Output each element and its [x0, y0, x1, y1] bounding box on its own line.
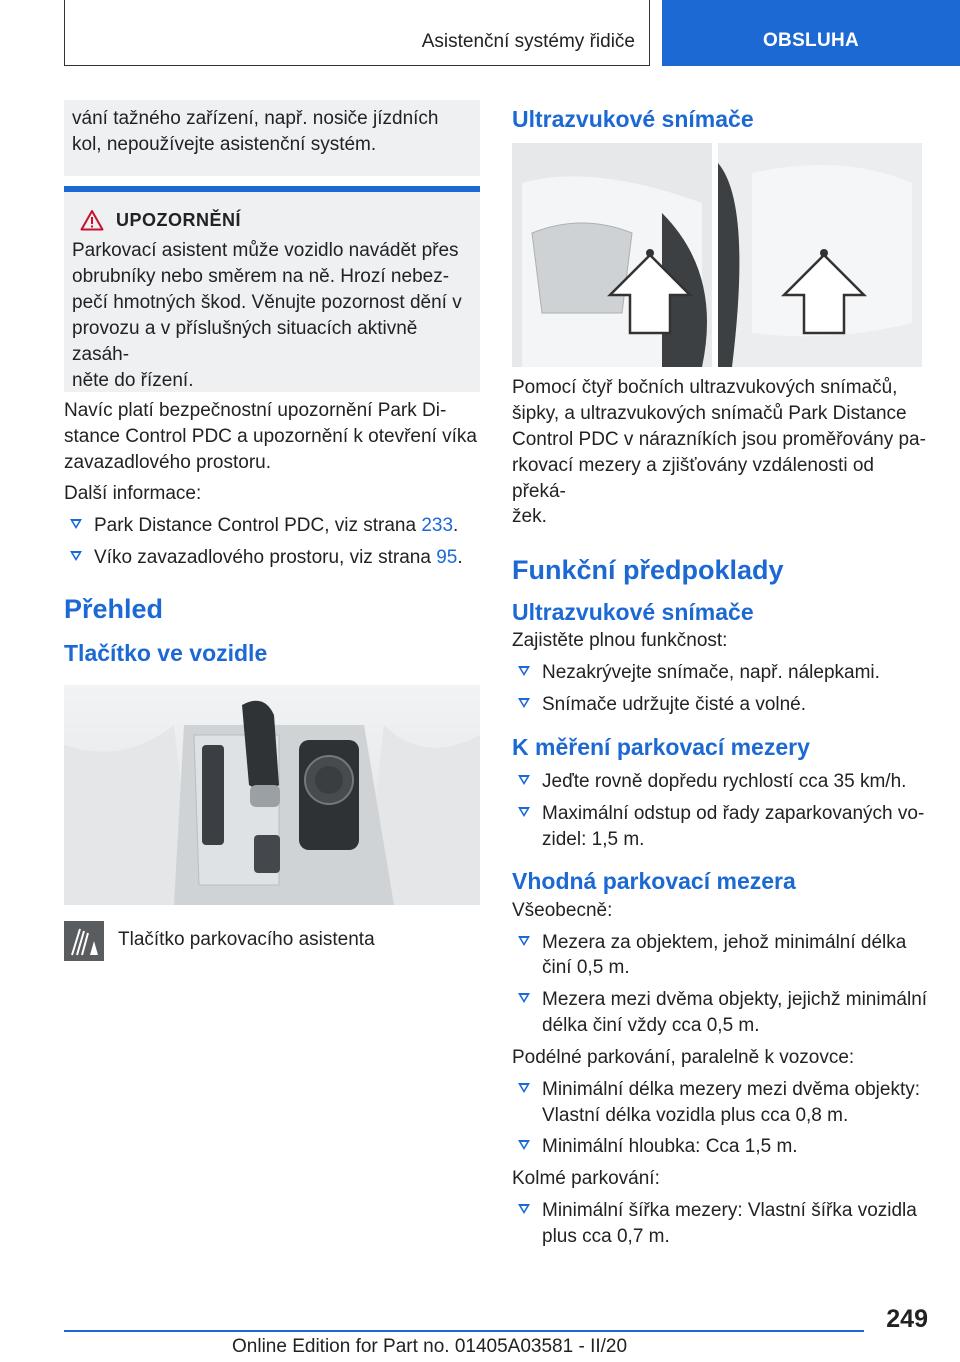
- ensure-list: [512, 660, 932, 718]
- bumper-sensors-illustration: [512, 143, 922, 367]
- continued-box: [64, 100, 480, 176]
- text-line: Pomocí čtyř bočních ultrazvukových snímačů,: [512, 377, 898, 399]
- list-item-text: Minimální šířka mezery: Vlastní šířka vozidla: [542, 1200, 917, 1221]
- console-photo: [64, 685, 480, 905]
- bullet-triangle-icon: [518, 775, 530, 785]
- heading-functional-requirements: Funkční předpoklady: [512, 555, 784, 586]
- text-line: stance Control PDC a upozornění k otevření víka: [64, 425, 477, 447]
- sensor-paragraph: [512, 375, 932, 530]
- warning-line: obrubníky nebo směrem na ně. Hrozí nebez-: [72, 266, 450, 288]
- warning-text: [72, 238, 472, 393]
- list-item: [512, 1077, 932, 1129]
- more-info-label: Další informace:: [64, 483, 202, 505]
- list-item: [512, 930, 932, 982]
- list-item-text: Minimální hloubka: Cca 1,5 m.: [542, 1136, 798, 1158]
- list-item: [64, 545, 480, 571]
- warning-icon: [80, 209, 104, 231]
- bullet-triangle-icon: [70, 551, 82, 561]
- bullet-triangle-icon: [518, 936, 530, 946]
- list-item: [64, 513, 480, 539]
- list-item: [512, 1198, 932, 1250]
- text-line: Navíc platí bezpečnostní upozornění Park Di-: [64, 400, 447, 421]
- right-column: [512, 100, 932, 1256]
- figure-caption: [64, 921, 480, 961]
- parallel-label: Podélné parkování, paralelně k vozovce:: [512, 1046, 855, 1068]
- warning-header: [72, 208, 472, 232]
- park-assist-button-icon: [64, 921, 104, 961]
- more-info-list: [64, 513, 480, 571]
- general-label: Všeobecně:: [512, 899, 613, 921]
- text-line: šipky, a ultrazvukových snímačů Park Distance: [512, 403, 907, 425]
- perpendicular-list: [512, 1198, 932, 1250]
- list-item-text: plus cca 0,7 m.: [542, 1225, 670, 1247]
- list-item-text: zidel: 1,5 m.: [542, 828, 645, 850]
- heading-button-in-vehicle: Tlačítko ve vozidle: [64, 639, 268, 666]
- heading-ultrasonic-sensors-2: Ultrazvukové snímače: [512, 598, 754, 625]
- warning-line: provozu a v příslušných situacích aktivně zasáh-: [72, 317, 418, 365]
- header-tab-obsluha[interactable]: [662, 0, 960, 66]
- warning-line: něte do řízení.: [72, 369, 194, 391]
- header-section-title: Asistenční systémy řidiče: [421, 31, 635, 52]
- caption-text: Tlačítko parkovacího asistenta: [118, 928, 375, 950]
- warning-line: pečí hmotných škod. Věnujte pozornost dění v: [72, 292, 462, 314]
- bullet-triangle-icon: [518, 807, 530, 817]
- list-item-text: Mezera mezi dvěma objekty, jejichž minimální: [542, 989, 928, 1011]
- list-item: [512, 660, 932, 686]
- list-item-text: Víko zavazadlového prostoru, viz strana: [94, 547, 437, 569]
- list-item-text: Jeďte rovně dopředu rychlostí cca 35 km/h.: [542, 770, 907, 792]
- list-item: [512, 769, 932, 795]
- bullet-triangle-icon: [518, 666, 530, 676]
- center-console-illustration: [64, 685, 480, 905]
- heading-prehled: Přehled: [64, 593, 164, 624]
- general-list: [512, 930, 932, 1039]
- text-line: rkovací mezery a zjišťovány vzdálenosti od překá-: [512, 454, 874, 502]
- header-box: [64, 0, 650, 66]
- bullet-triangle-icon: [518, 698, 530, 708]
- parallel-list: [512, 1077, 932, 1160]
- warning-title: UPOZORNĚNÍ: [116, 210, 242, 230]
- list-item-text: Minimální délka mezery mezi dvěma objekty:: [542, 1078, 921, 1100]
- list-item-text: Maximální odstup od řady zaparkovaných vo-: [542, 802, 925, 824]
- page-link-233[interactable]: 233: [421, 515, 454, 537]
- list-item: [512, 987, 932, 1039]
- heading-suitable-space: Vhodná parkovací mezera: [512, 868, 796, 895]
- heading-ultrasonic-sensors: Ultrazvukové snímače: [512, 106, 754, 132]
- list-item: [512, 801, 932, 853]
- list-item-text: činí 0,5 m.: [542, 957, 630, 979]
- ensure-label: Zajistěte plnou funkčnost:: [512, 630, 728, 652]
- text-line: žek.: [512, 506, 547, 528]
- list-item-end: .: [453, 515, 459, 537]
- safety-paragraph: [64, 398, 480, 475]
- warning-line: Parkovací asistent může vozidlo navádět přes: [72, 240, 459, 262]
- list-item-text: Snímače udržujte čisté a volné.: [542, 693, 807, 715]
- bullet-triangle-icon: [518, 1204, 530, 1214]
- footer-divider: [64, 1330, 864, 1332]
- list-item: [512, 692, 932, 718]
- continued-text: vání tažného zařízení, např. nosiče jízdních kol, nepoužívejte asistenční systém.: [72, 108, 439, 155]
- page-number: 249: [886, 1305, 928, 1333]
- list-item-text: Park Distance Control PDC, viz strana: [94, 515, 422, 537]
- list-item-text: Vlastní délka vozidla plus cca 0,8 m.: [542, 1104, 849, 1126]
- heading-measuring-space: K měření parkovací mezery: [512, 733, 810, 760]
- bullet-triangle-icon: [518, 1083, 530, 1093]
- text-line: zavazadlového prostoru.: [64, 451, 272, 473]
- warning-box: [64, 186, 480, 392]
- page-link-95[interactable]: 95: [436, 547, 458, 569]
- list-item-text: Nezakrývejte snímače, např. nálepkami.: [542, 662, 880, 684]
- header-tab-label: OBSLUHA: [762, 30, 860, 52]
- list-item-text: Mezera za objektem, jehož minimální délka: [542, 931, 907, 953]
- bullet-triangle-icon: [518, 993, 530, 1003]
- list-item-text: délka činí vždy cca 0,5 m.: [542, 1015, 760, 1037]
- list-item: [512, 1134, 932, 1160]
- measure-list: [512, 769, 932, 852]
- sensor-photo: [512, 143, 922, 367]
- bullet-triangle-icon: [518, 1140, 530, 1150]
- footer-edition: Online Edition for Part no. 01405A03581 - II/20: [232, 1336, 628, 1357]
- list-item-end: .: [457, 547, 463, 569]
- bullet-triangle-icon: [70, 519, 82, 529]
- left-column: [64, 100, 480, 961]
- text-line: Control PDC v nárazníkích jsou proměřovány pa-: [512, 428, 926, 450]
- perpendicular-label: Kolmé parkování:: [512, 1168, 660, 1190]
